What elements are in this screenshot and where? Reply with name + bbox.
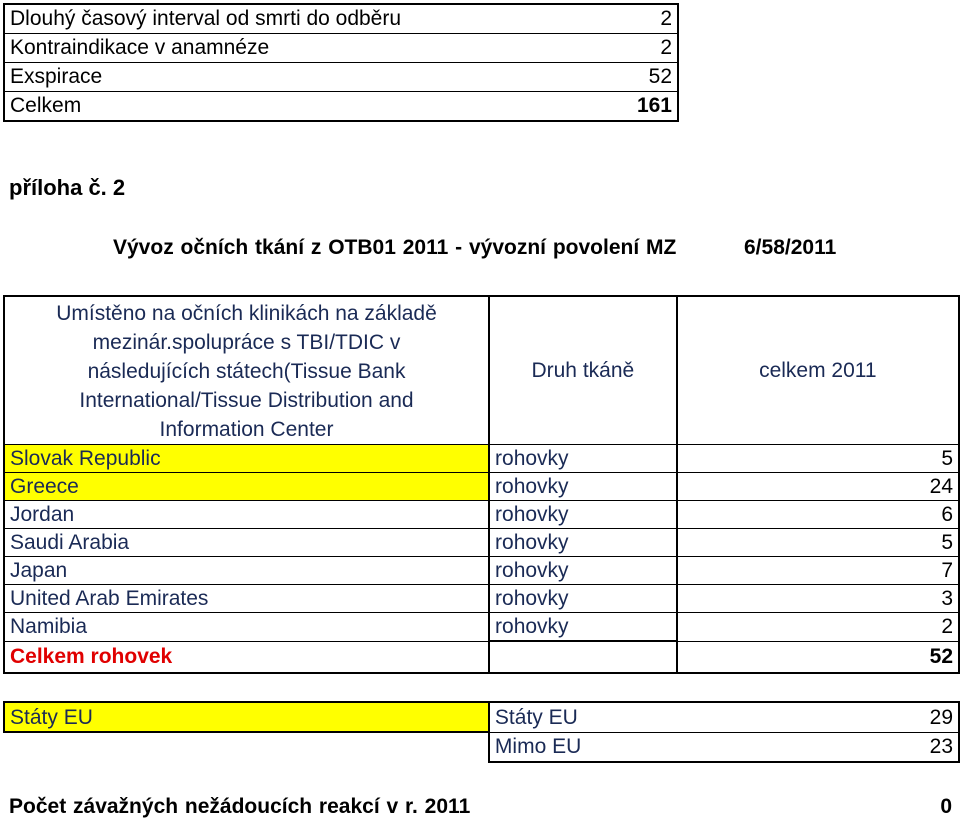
summary-value: 2: [577, 4, 678, 34]
tissue-cell: rohovky: [489, 501, 677, 529]
country-cell: United Arab Emirates: [4, 585, 489, 613]
summary-label: Dlouhý časový interval od smrti do odběru: [4, 4, 577, 34]
table-row: [4, 501, 959, 529]
summary-label: Exspirace: [4, 63, 577, 92]
country-cell: Saudi Arabia: [4, 529, 489, 557]
header-location-line: mezinár.spolupráce s TBI/TDIC v: [92, 331, 401, 354]
summary-row-total: [4, 92, 678, 122]
table-row: [4, 473, 959, 501]
summary-row: [4, 4, 678, 34]
export-title-permit: 6/58/2011: [744, 236, 837, 259]
export-title: Vývoz očních tkání z OTB01 2011 - vývozní povolení MZ: [113, 236, 677, 259]
total-label: [4, 641, 489, 673]
header-location-line: následujících státech(Tissue Bank: [87, 360, 406, 383]
country-cell: Jordan: [4, 501, 489, 529]
summary-total-label: Celkem: [4, 92, 577, 122]
table-row: [4, 557, 959, 585]
count-cell: 5: [677, 445, 959, 473]
summary-row: [4, 34, 678, 63]
total-value: 52: [677, 641, 959, 673]
eu-category: Státy EU: [489, 702, 677, 732]
tissue-cell: rohovky: [489, 613, 677, 642]
summary-label: Kontraindikace v anamnéze: [4, 34, 577, 63]
eu-table: [3, 701, 960, 763]
country-cell: Namibia: [4, 613, 489, 642]
header-tissue-type: Druh tkáně: [489, 296, 677, 445]
header-location-line: Umístěno na očních klinikách na základě: [56, 302, 437, 325]
count-cell: 7: [677, 557, 959, 585]
header-total-2011: celkem 2011: [677, 296, 959, 445]
summary-row: [4, 63, 678, 92]
total-tissue-empty: [489, 641, 677, 673]
count-cell: 6: [677, 501, 959, 529]
eu-left-label: Státy EU: [4, 702, 489, 732]
header-location-line: Information Center: [159, 418, 334, 441]
tissue-cell: rohovky: [489, 529, 677, 557]
eu-left-empty: [4, 732, 489, 762]
summary-value: 2: [577, 34, 678, 63]
eu-category: Mimo EU: [489, 732, 677, 762]
summary-table: [3, 3, 679, 122]
count-cell: 24: [677, 473, 959, 501]
summary-value: 52: [577, 63, 678, 92]
table-row: [4, 529, 959, 557]
country-cell: Greece: [4, 473, 489, 501]
adverse-reactions-value: 0: [940, 795, 952, 818]
adverse-reactions-label: Počet závažných nežádoucích reakcí v r. 2011: [9, 795, 471, 818]
count-cell: 5: [677, 529, 959, 557]
table-row: [4, 445, 959, 473]
attachment-label: příloha č. 2: [9, 175, 126, 200]
eu-row: [4, 702, 959, 732]
tissue-cell: rohovky: [489, 445, 677, 473]
count-cell: 2: [677, 613, 959, 642]
header-location: [4, 296, 489, 445]
total-label-text: Celkem rohovek: [10, 645, 173, 669]
eu-row: [4, 732, 959, 762]
eu-count: 23: [677, 732, 959, 762]
country-cell: Slovak Republic: [4, 445, 489, 473]
header-location-line: International/Tissue Distribution and: [79, 389, 414, 412]
count-cell: 3: [677, 585, 959, 613]
table-row: [4, 613, 959, 642]
tissue-cell: rohovky: [489, 473, 677, 501]
summary-total-value: 161: [577, 92, 678, 122]
table-row: [4, 585, 959, 613]
tissue-cell: rohovky: [489, 557, 677, 585]
export-table-header: [4, 296, 959, 445]
total-row: [4, 641, 959, 673]
tissue-cell: rohovky: [489, 585, 677, 613]
export-table: [3, 295, 960, 674]
country-cell: Japan: [4, 557, 489, 585]
eu-count: 29: [677, 702, 959, 732]
